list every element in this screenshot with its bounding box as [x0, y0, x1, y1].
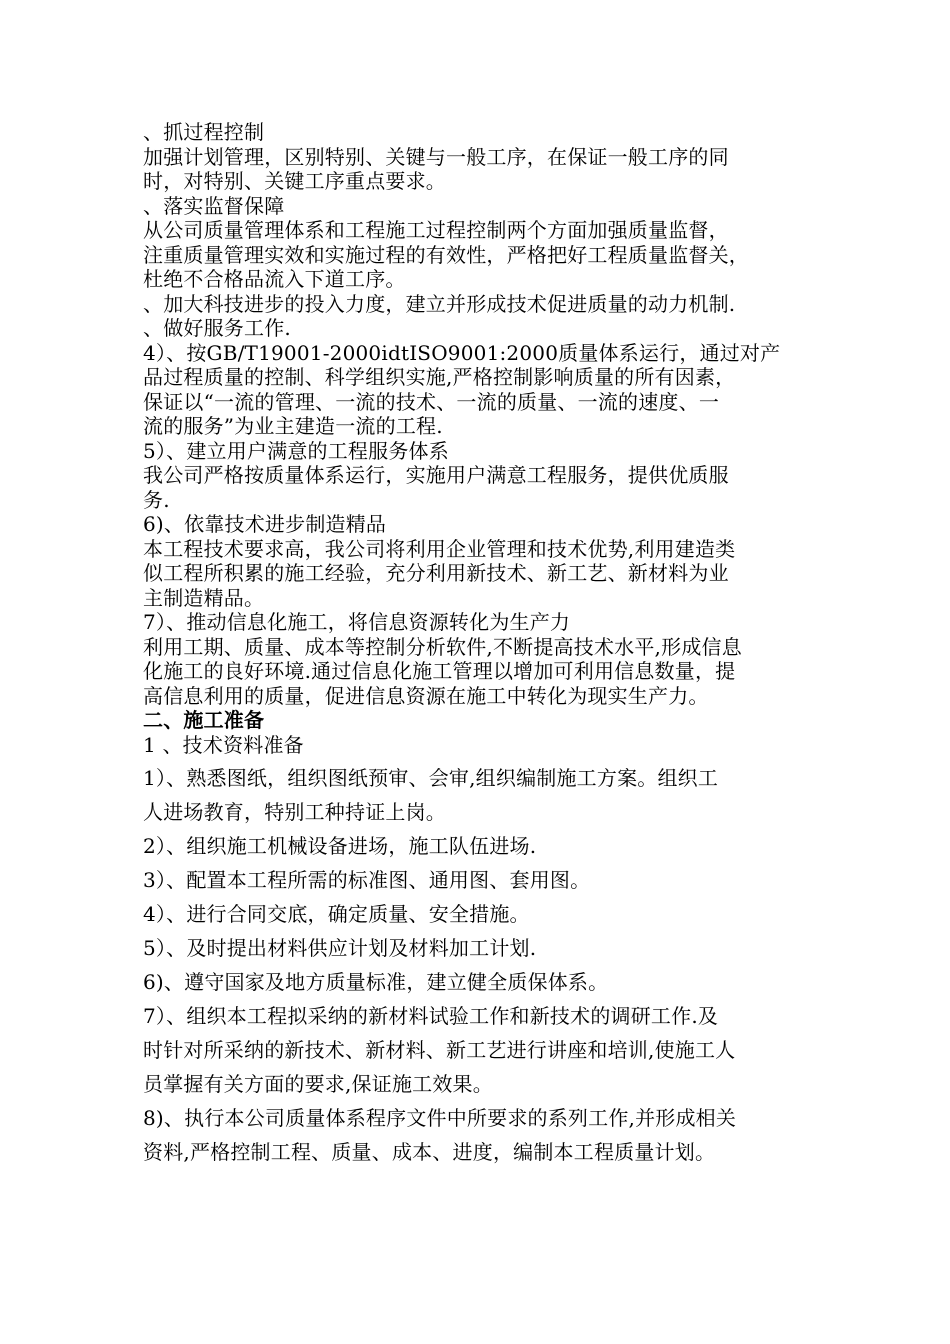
- paragraph-line: 人进场教育，特别工种持证上岗。: [143, 800, 446, 824]
- paragraph-line: 从公司质量管理体系和工程施工过程控制两个方面加强质量监督，: [143, 218, 729, 242]
- subsection-title: 1 、技术资料准备: [143, 732, 304, 757]
- paragraph-line: 加强计划管理，区别特别、关键与一般工序，在保证一般工序的同: [143, 144, 729, 169]
- paragraph-line: 资料,严格控制工程、质量、成本、进度，编制本工程质量计划。: [143, 1140, 716, 1164]
- paragraph-line: 、做好服务工作.: [143, 316, 291, 340]
- document-page: [143, 120, 823, 1169]
- paragraph-line: 保证以“一流的管理、一流的技术、一流的质量、一流的速度、一: [143, 389, 720, 414]
- paragraph-line: 时，对特别、关键工序重点要求。: [143, 169, 446, 193]
- paragraph-line: 流的服务”为业主建造一流的工程.: [143, 414, 443, 438]
- quality-measures-block: [143, 120, 823, 708]
- section-title: 二、施工准备: [143, 708, 265, 732]
- paragraph-line: 化施工的良好环境.通过信息化施工管理以增加可利用信息数量，提: [143, 659, 736, 683]
- paragraph-line: 似工程所积累的施工经验，充分利用新技术、新工艺、新材料为业: [143, 561, 729, 585]
- paragraph-line: 注重质量管理实效和实施过程的有效性，严格把好工程质量监督关，: [143, 242, 749, 267]
- tech-prep-block: [143, 761, 823, 1169]
- paragraph-line: 6)、遵守国家及地方质量标准，建立健全质保体系。: [143, 970, 609, 994]
- paragraph-line: 5）、建立用户满意的工程服务体系: [143, 438, 449, 463]
- paragraph-line: 4）、进行合同交底，确定质量、安全措施。: [143, 902, 530, 926]
- paragraph-line: 、加大科技进步的投入力度，建立并形成技术促进质量的动力机制.: [143, 291, 736, 316]
- paragraph-line: 1）、熟悉图纸，组织图纸预审、会审,组织编制施工方案。组织工: [143, 766, 719, 790]
- paragraph-line: 、落实监督保障: [143, 193, 285, 218]
- paragraph-line: 时针对所采纳的新技术、新材料、新工艺进行讲座和培训,使施工人: [143, 1038, 736, 1062]
- paragraph-line: 7）、组织本工程拟采纳的新材料试验工作和新技术的调研工作.及: [143, 1004, 719, 1028]
- paragraph-line: 、抓过程控制: [143, 120, 265, 144]
- paragraph-line: 6)、依靠技术进步制造精品: [143, 512, 387, 536]
- paragraph-line: 利用工期、质量、成本等控制分析软件,不断提高技术水平,形成信息: [143, 634, 742, 659]
- paragraph-line: 我公司严格按质量体系运行，实施用户满意工程服务，提供优质服: [143, 463, 729, 487]
- paragraph-line: 务.: [143, 487, 170, 512]
- paragraph-line: 本工程技术要求高，我公司将利用企业管理和技术优势,利用建造类: [143, 536, 736, 561]
- paragraph-line: 8)、执行本公司质量体系程序文件中所要求的系列工作,并形成相关: [143, 1106, 737, 1130]
- paragraph-line: 高信息利用的质量，促进信息资源在施工中转化为现实生产力。: [143, 683, 709, 708]
- paragraph-line: 主制造精品。: [143, 585, 265, 610]
- paragraph-line: 品过程质量的控制、科学组织实施,严格控制影响质量的所有因素，: [143, 365, 736, 389]
- paragraph-line: 3）、配置本工程所需的标准图、通用图、套用图。: [143, 868, 591, 892]
- paragraph-line: 2）、组织施工机械设备进场，施工队伍进场.: [143, 834, 537, 858]
- paragraph-line: 杜绝不合格品流入下道工序。: [143, 267, 406, 291]
- paragraph-line: 员掌握有关方面的要求,保证施工效果。: [143, 1072, 493, 1096]
- paragraph-line: 5）、及时提出材料供应计划及材料加工计划.: [143, 936, 537, 960]
- paragraph-line: 4）、按GB/T19001-2000idtISO9001:2000质量体系运行，通过对产: [143, 340, 781, 365]
- paragraph-line: 7）、推动信息化施工，将信息资源转化为生产力: [143, 610, 571, 634]
